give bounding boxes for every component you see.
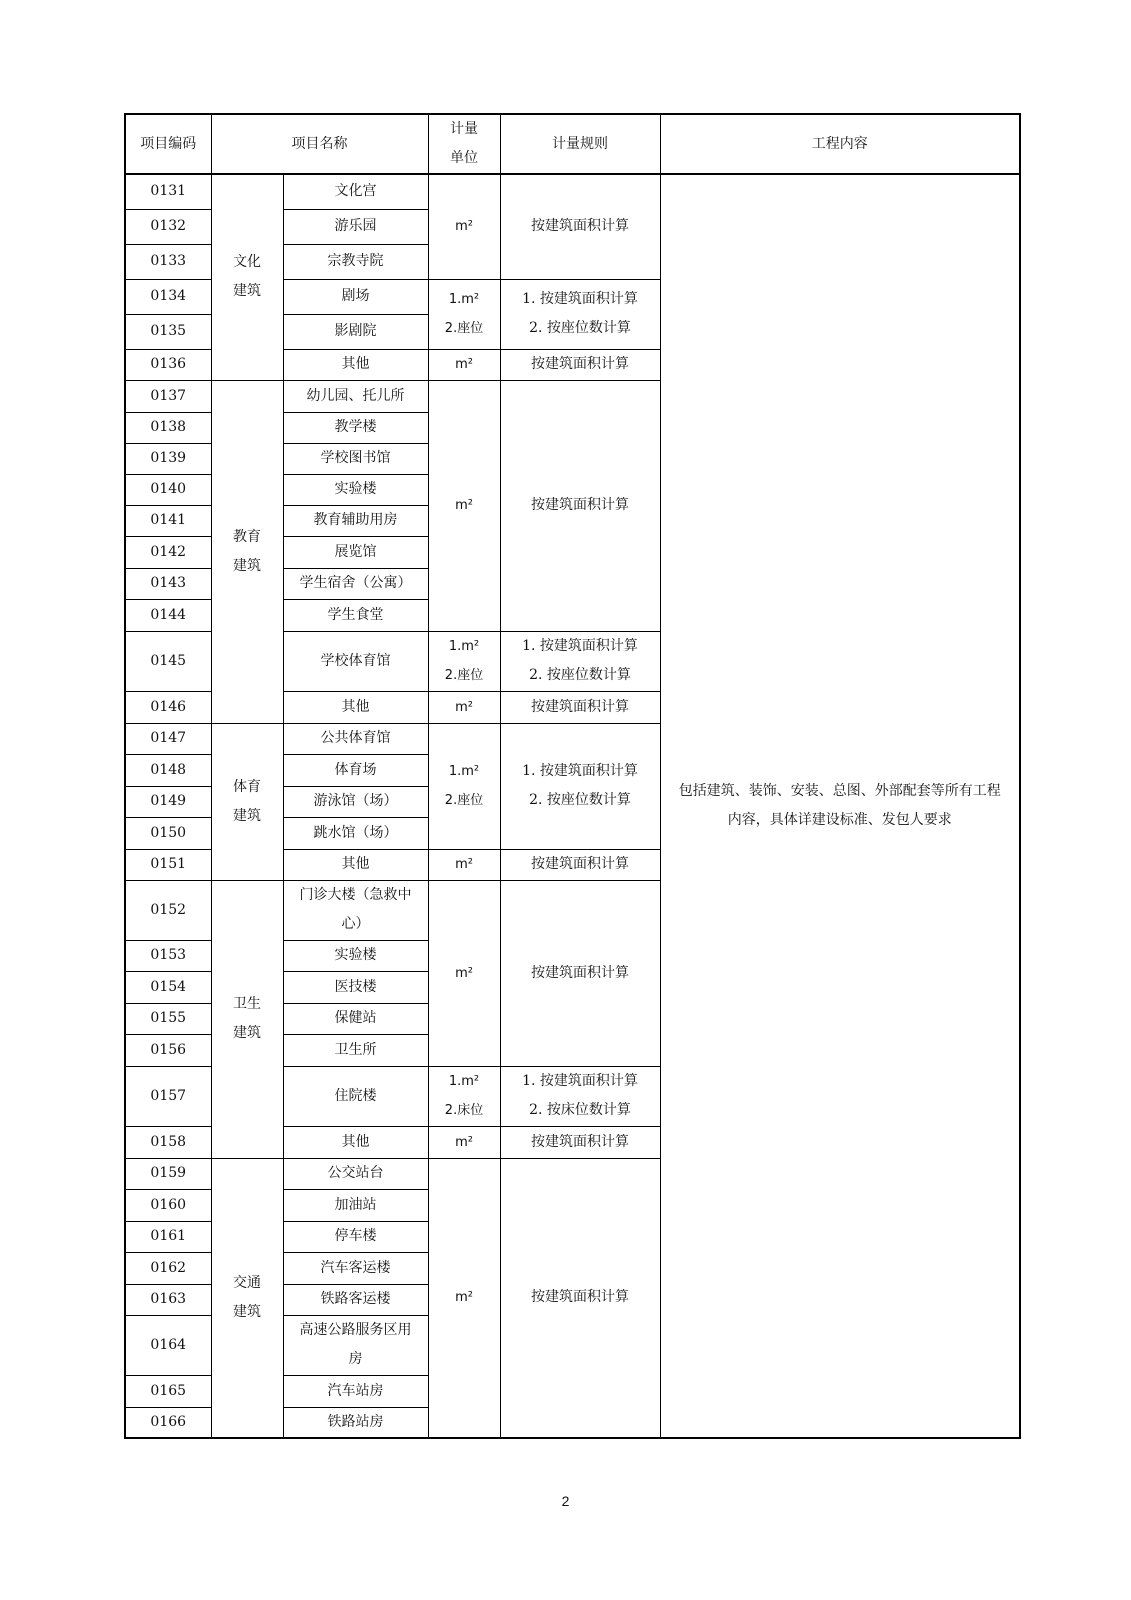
unit-cell: m²: [428, 1126, 500, 1158]
item-code: 0144: [125, 599, 211, 631]
item-code: 0135: [125, 314, 211, 349]
header-rule: 计量规则: [500, 114, 660, 174]
unit-cell: m²: [428, 174, 500, 279]
item-name: 学生食堂: [283, 599, 428, 631]
item-name: 剧场: [283, 279, 428, 314]
item-code: 0146: [125, 691, 211, 723]
rule-cell: 按建筑面积计算: [500, 880, 660, 1066]
item-name: 学生宿舍（公寓）: [283, 568, 428, 599]
item-code: 0143: [125, 568, 211, 599]
rule-cell: 1. 按建筑面积计算 2. 按座位数计算: [500, 723, 660, 849]
item-code: 0140: [125, 474, 211, 505]
item-code: 0150: [125, 817, 211, 849]
unit-cell: 1.m² 2.座位: [428, 723, 500, 849]
item-name: 加油站: [283, 1189, 428, 1221]
unit-cell: m²: [428, 380, 500, 631]
unit-cell: m²: [428, 1158, 500, 1438]
item-code: 0141: [125, 505, 211, 536]
content-cell: 包括建筑、装饰、安装、总图、外部配套等所有工程 内容，具体详建设标准、发包人要求: [660, 174, 1020, 1438]
rule-cell: 1. 按建筑面积计算 2. 按床位数计算: [500, 1066, 660, 1126]
rule-cell: 按建筑面积计算: [500, 1158, 660, 1438]
item-name: 幼儿园、托儿所: [283, 380, 428, 412]
item-name: 汽车站房: [283, 1375, 428, 1407]
item-code: 0131: [125, 174, 211, 209]
item-code: 0145: [125, 631, 211, 691]
item-name: 体育场: [283, 754, 428, 786]
item-code: 0157: [125, 1066, 211, 1126]
item-name: 展览馆: [283, 536, 428, 568]
unit-cell: 1.m² 2.座位: [428, 631, 500, 691]
item-code: 0134: [125, 279, 211, 314]
category-cell: 卫生 建筑: [211, 880, 283, 1158]
item-name: 实验楼: [283, 940, 428, 971]
item-code: 0159: [125, 1158, 211, 1189]
item-name: 学校体育馆: [283, 631, 428, 691]
page-number: 2: [561, 1493, 570, 1509]
item-name: 卫生所: [283, 1034, 428, 1066]
item-code: 0136: [125, 349, 211, 380]
rule-cell: 1. 按建筑面积计算 2. 按座位数计算: [500, 631, 660, 691]
header-unit: 计量 单位: [428, 114, 500, 174]
rule-cell: 按建筑面积计算: [500, 174, 660, 279]
item-name: 医技楼: [283, 971, 428, 1003]
item-name: 其他: [283, 349, 428, 380]
unit-cell: m²: [428, 849, 500, 880]
item-name: 教学楼: [283, 412, 428, 443]
item-code: 0154: [125, 971, 211, 1003]
rule-cell: 1. 按建筑面积计算 2. 按座位数计算: [500, 279, 660, 349]
rule-cell: 按建筑面积计算: [500, 349, 660, 380]
item-code: 0162: [125, 1252, 211, 1284]
item-name: 保健站: [283, 1003, 428, 1034]
item-name: 文化宫: [283, 174, 428, 209]
item-code: 0166: [125, 1407, 211, 1438]
item-name: 停车楼: [283, 1221, 428, 1252]
item-code: 0137: [125, 380, 211, 412]
item-name: 跳水馆（场）: [283, 817, 428, 849]
item-name: 游泳馆（场）: [283, 786, 428, 817]
item-code: 0158: [125, 1126, 211, 1158]
item-name: 住院楼: [283, 1066, 428, 1126]
header-code: 项目编码: [125, 114, 211, 174]
unit-cell: m²: [428, 880, 500, 1066]
item-name: 铁路站房: [283, 1407, 428, 1438]
item-name: 游乐园: [283, 209, 428, 244]
header-row: [125, 114, 1020, 174]
item-code: 0161: [125, 1221, 211, 1252]
item-code: 0165: [125, 1375, 211, 1407]
item-name: 影剧院: [283, 314, 428, 349]
item-code: 0155: [125, 1003, 211, 1034]
rule-cell: 按建筑面积计算: [500, 380, 660, 631]
category-cell: 交通 建筑: [211, 1158, 283, 1438]
item-code: 0153: [125, 940, 211, 971]
item-name: 高速公路服务区用 房: [283, 1315, 428, 1375]
item-code: 0133: [125, 244, 211, 279]
item-name: 铁路客运楼: [283, 1284, 428, 1315]
rule-cell: 按建筑面积计算: [500, 849, 660, 880]
item-code: 0164: [125, 1315, 211, 1375]
item-code: 0138: [125, 412, 211, 443]
item-name: 其他: [283, 849, 428, 880]
rule-cell: 按建筑面积计算: [500, 691, 660, 723]
item-code: 0142: [125, 536, 211, 568]
item-name: 其他: [283, 691, 428, 723]
item-name: 实验楼: [283, 474, 428, 505]
item-code: 0132: [125, 209, 211, 244]
unit-cell: 1.m² 2.座位: [428, 279, 500, 349]
rule-cell: 按建筑面积计算: [500, 1126, 660, 1158]
item-name: 学校图书馆: [283, 443, 428, 474]
item-code: 0160: [125, 1189, 211, 1221]
item-code: 0152: [125, 880, 211, 940]
item-name: 公共体育馆: [283, 723, 428, 754]
category-cell: 体育 建筑: [211, 723, 283, 880]
spec-table: [124, 113, 1021, 1439]
header-name: 项目名称: [211, 114, 428, 174]
unit-cell: m²: [428, 349, 500, 380]
item-code: 0148: [125, 754, 211, 786]
item-name: 宗教寺院: [283, 244, 428, 279]
item-code: 0149: [125, 786, 211, 817]
unit-cell: 1.m² 2.床位: [428, 1066, 500, 1126]
item-code: 0147: [125, 723, 211, 754]
category-cell: 文化 建筑: [211, 174, 283, 380]
item-name: 其他: [283, 1126, 428, 1158]
category-cell: 教育 建筑: [211, 380, 283, 723]
header-content: 工程内容: [660, 114, 1020, 174]
item-name: 汽车客运楼: [283, 1252, 428, 1284]
item-name: 教育辅助用房: [283, 505, 428, 536]
item-name: 公交站台: [283, 1158, 428, 1189]
unit-cell: m²: [428, 691, 500, 723]
table-row: [125, 174, 1020, 209]
item-code: 0163: [125, 1284, 211, 1315]
item-code: 0156: [125, 1034, 211, 1066]
item-code: 0151: [125, 849, 211, 880]
item-name: 门诊大楼（急救中 心）: [283, 880, 428, 940]
item-code: 0139: [125, 443, 211, 474]
